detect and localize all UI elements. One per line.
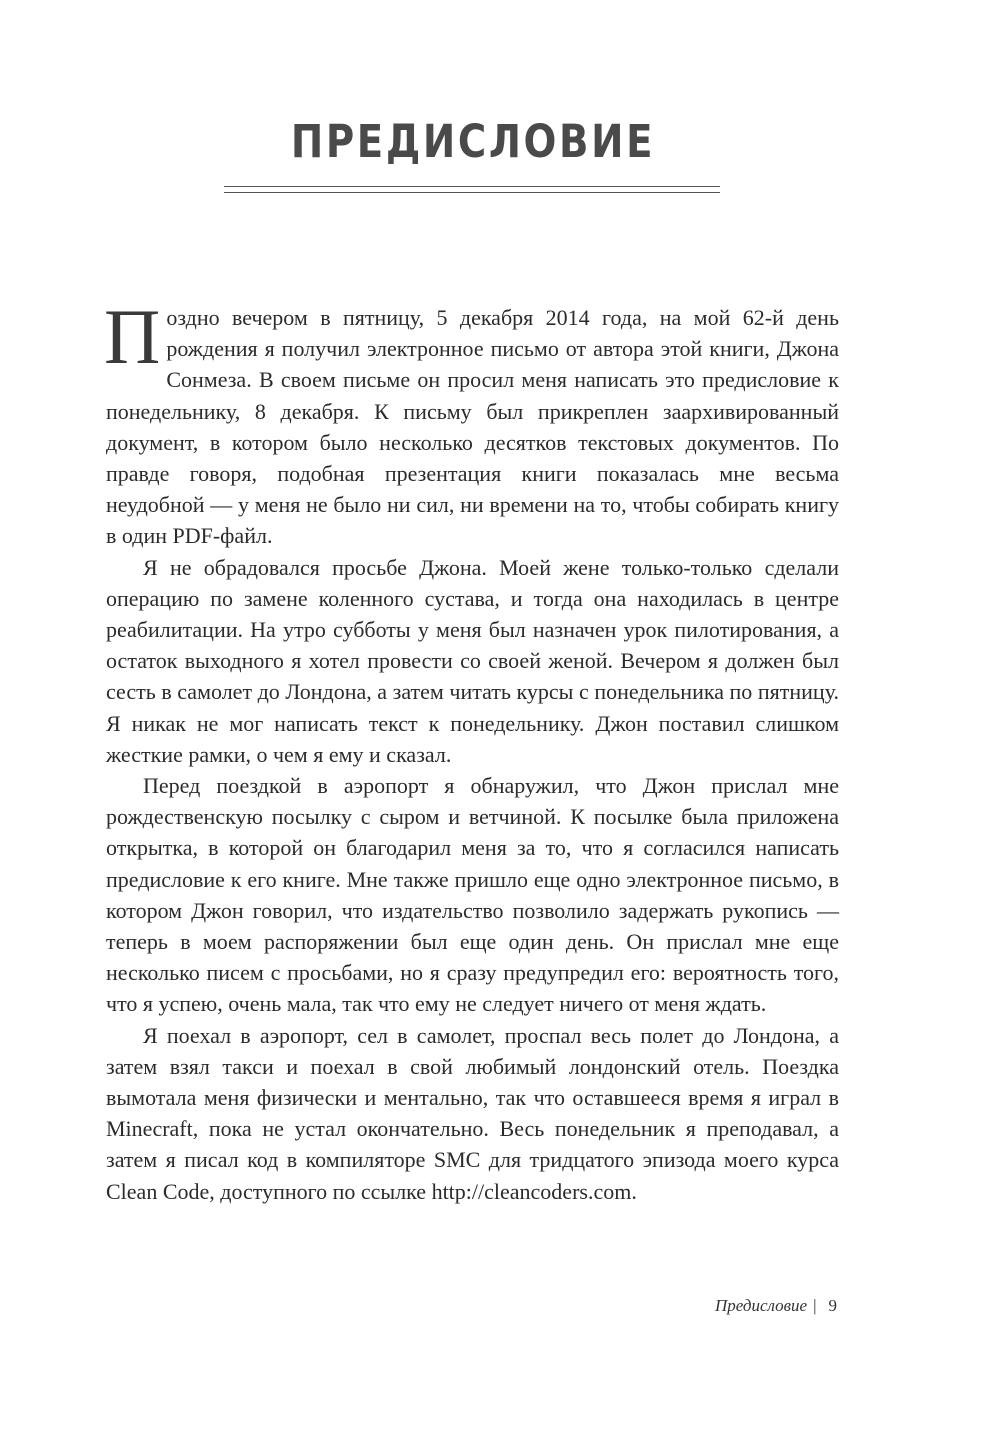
page-footer bbox=[715, 1296, 837, 1316]
body-text bbox=[104, 293, 839, 1207]
page-title: ПРЕДИСЛОВИЕ bbox=[290, 115, 656, 168]
paragraph-1-text: оздно вечером в пятницу, 5 декабря 2014 года, на мой 62-й день рождения я получил электронное письмо от автора этой книги, Джона Сонмеза. В своем письме он просил меня написать это предисловие к понедельнику, 8 декабря. К письму был прикреплен заархивированный документ, в котором было несколько десятков текстовых документов. По правде говоря, подобная презентация книги показалась мне весьма неудобной — у меня не было ни сил, ни времени на то, чтобы собирать книгу в один PDF-файл. bbox=[106, 305, 839, 549]
title-rule-top bbox=[224, 186, 720, 187]
paragraph-3: Перед поездкой в аэропорт я обнаружил, что Джон прислал мне рождественскую посылку с сыром и ветчиной. К посылке была приложена открытка, в которой он благодарил меня за то, что я согласился написать предисловие к его книге. Мне также пришло еще одно электронное письмо, в котором Джон говорил, что издательство позволило задержать рукопись — теперь в моем распоряжении был еще один день. Он прислал мне еще несколько писем с просьбами, но я сразу предупредил его: вероятность того, что я успею, очень мала, так что ему не следует ничего от меня ждать. bbox=[106, 773, 839, 1017]
page-number: 9 bbox=[828, 1296, 837, 1315]
drop-cap: П bbox=[104, 293, 161, 380]
folio-separator: | bbox=[813, 1296, 817, 1315]
paragraph-4: Я поехал в аэропорт, сел в самолет, проспал весь полет до Лондона, а затем взял такси и поехал в свой любимый лондонский отель. Поездка вымотала меня физически и ментально, так что оставшееся время я играл в Minecraft, пока не устал окончательно. Весь понедельник я преподавал, а затем я писал код в компиляторе SMC для тридцатого эпизода моего курса Clean Code, доступного по ссылке http://cleancoders.com. bbox=[106, 1022, 839, 1204]
running-title: Предисловие bbox=[715, 1296, 808, 1315]
paragraph-1 bbox=[104, 293, 839, 552]
paragraph-2: Я не обрадовался просьбе Джона. Моей жене только-только сделали операцию по замене коленного сустава, и тогда она находилась в центре реабилитации. На утро субботы у меня был назначен урок пилотирования, а остаток выходного я хотел провести со своей женой. Вечером я должен был сесть в самолет до Лондона, а затем читать курсы с понедельника по пятницу. Я никак не мог написать текст к понедельнику. Джон поставил слишком жесткие рамки, о чем я ему и сказал. bbox=[106, 554, 839, 767]
title-rule-bottom bbox=[224, 192, 720, 193]
